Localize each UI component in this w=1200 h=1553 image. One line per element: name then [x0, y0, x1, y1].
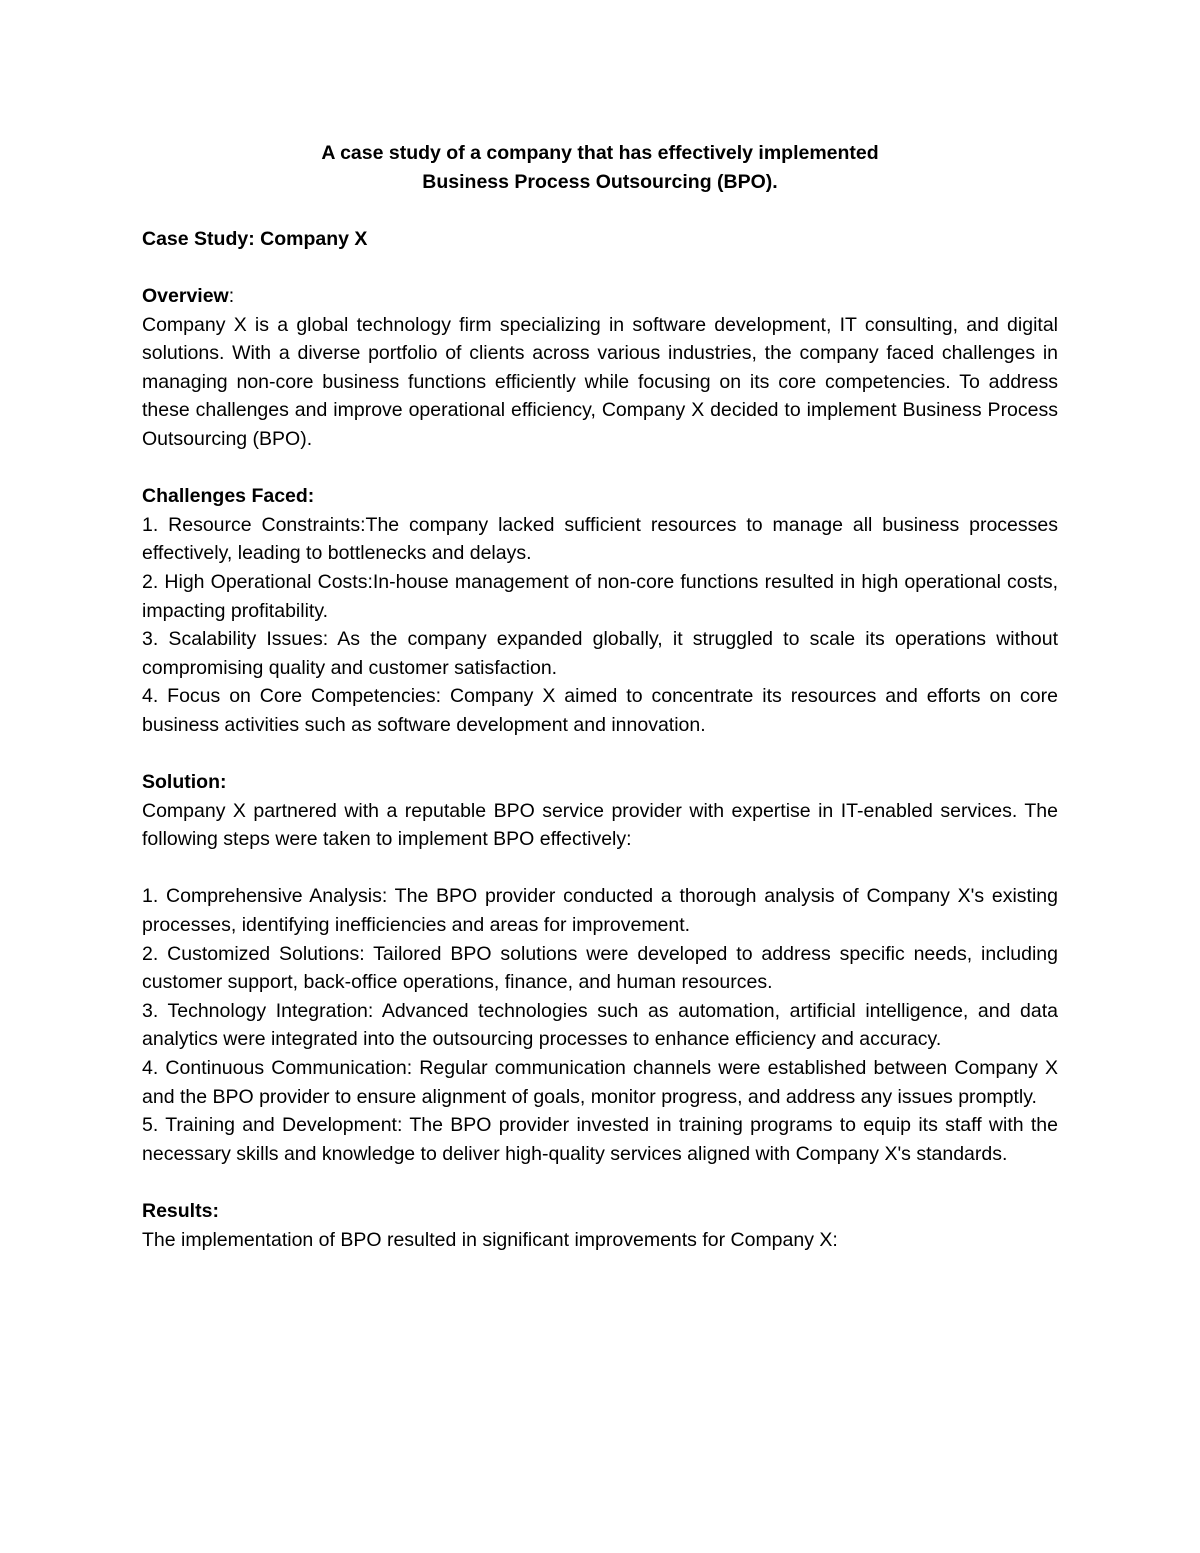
- solution-item-3: 3. Technology Integration: Advanced technologies such as automation, artificial intelligence, and data analytics were integrated into the outsourcing processes to enhance efficiency and accuracy.: [142, 999, 1058, 1051]
- solution-item-5: 5. Training and Development: The BPO provider invested in training programs to equip its staff with the necessary skills and knowledge to deliver high-quality services aligned with Company X's standards.: [142, 1114, 1058, 1165]
- overview-paragraph: Company X is a global technology firm specializing in software development, IT consulting, and digital solutions. With a diverse portfolio of clients across various industries, the company faced challenges in managing non-core business functions efficiently while focusing on its core competencies. To address these challenges and improve operational efficiency, Company X decided to implement Business Process Outsourcing (BPO).: [142, 313, 1058, 450]
- overview-heading: [142, 282, 1058, 311]
- overview-heading-text: Overview: [142, 284, 229, 307]
- solution-intro: Company X partnered with a reputable BPO service provider with expertise in IT-enabled services. The following steps were taken to implement BPO effectively:: [142, 799, 1058, 851]
- solution-item-2: 2. Customized Solutions: Tailored BPO solutions were developed to address specific needs, including customer support, back-office operations, finance, and human resources.: [142, 942, 1058, 994]
- challenge-item-1: 1. Resource Constraints:The company lacked sufficient resources to manage all business processes effectively, leading to bottlenecks and delays.: [142, 513, 1058, 565]
- challenges-heading: Challenges Faced:: [142, 485, 315, 508]
- solution-item-1: 1. Comprehensive Analysis: The BPO provider conducted a thorough analysis of Company X's existing processes, identifying inefficiencies and areas for improvement.: [142, 885, 1058, 937]
- spacer: [142, 253, 1058, 282]
- results-paragraph: The implementation of BPO resulted in significant improvements for Company X:: [142, 1228, 838, 1251]
- results-heading: Results:: [142, 1199, 219, 1222]
- solution-heading: Solution:: [142, 771, 227, 794]
- spacer: [142, 854, 1058, 883]
- document-title: [142, 139, 1058, 196]
- spacer: [142, 1168, 1058, 1197]
- spacer: [142, 196, 1058, 225]
- title-line-2: Business Process Outsourcing (BPO).: [422, 170, 778, 193]
- challenge-item-3: 3. Scalability Issues: As the company expanded globally, it struggled to scale its operations without compromising quality and customer satisfaction.: [142, 628, 1058, 679]
- spacer: [142, 739, 1058, 768]
- challenge-item-2: 2. High Operational Costs:In-house management of non-core functions resulted in high operational costs, impacting profitability.: [142, 570, 1058, 622]
- challenge-item-4: 4. Focus on Core Competencies: Company X aimed to concentrate its resources and efforts on core business activities such as software development and innovation.: [142, 685, 1058, 736]
- overview-heading-colon: :: [228, 284, 235, 307]
- case-study-heading: Case Study: Company X: [142, 227, 368, 250]
- document-page: [142, 139, 1058, 1254]
- title-line-1: A case study of a company that has effectively implemented: [321, 142, 879, 164]
- spacer: [142, 454, 1058, 483]
- solution-item-4: 4. Continuous Communication: Regular communication channels were established between Company X and the BPO provider to ensure alignment of goals, monitor progress, and address any issues promptly.: [142, 1057, 1058, 1108]
